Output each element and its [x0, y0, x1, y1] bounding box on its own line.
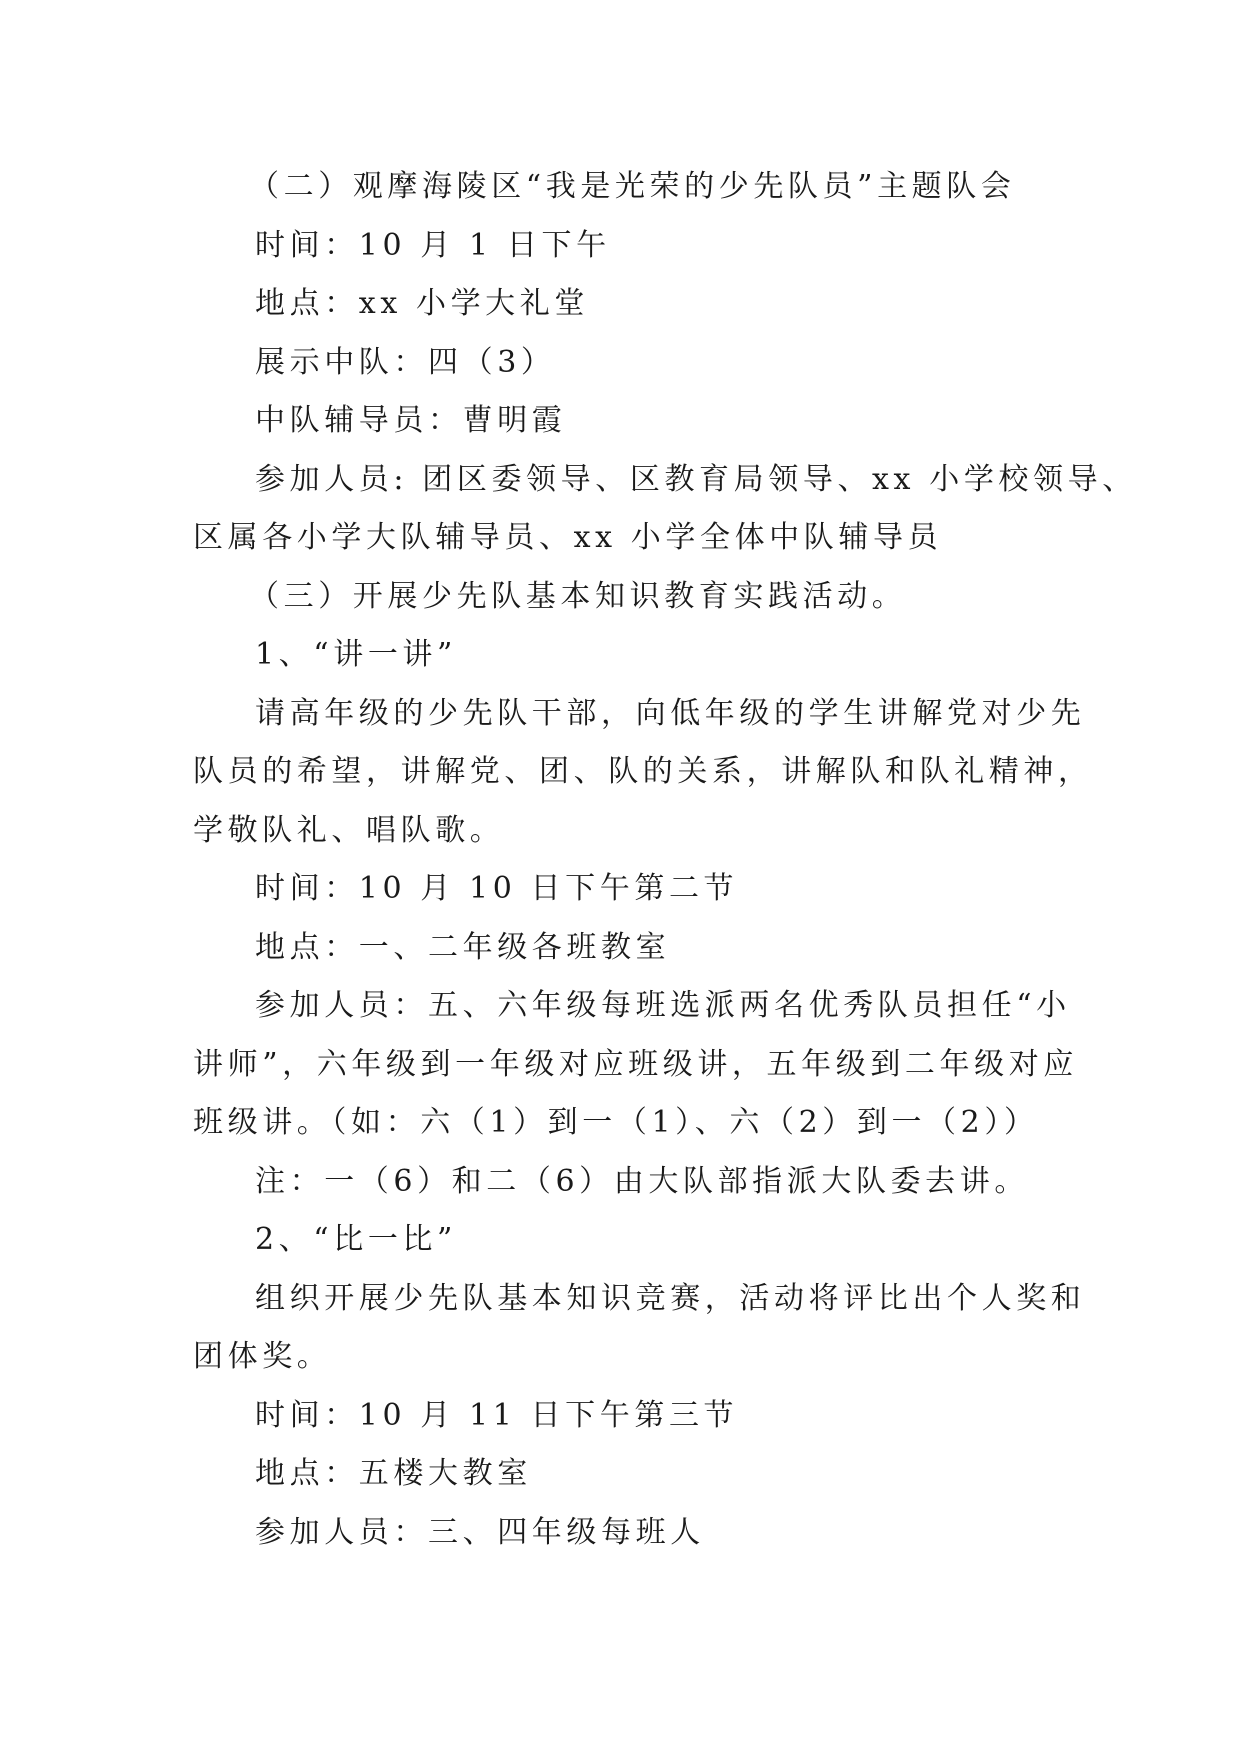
showcase-squadron-line: 展示中队：四（3）	[255, 344, 556, 380]
note-line: 注：一（6）和二（6）由大队部指派大队委去讲。	[255, 1163, 1029, 1199]
section-heading-2: （二）观摩海陵区“我是光荣的少先队员”主题队会	[249, 169, 1016, 204]
time-line: 时间：10 月 11 日下午第三节	[255, 1397, 739, 1433]
participants-line-continued: 讲师”，六年级到一年级对应班级讲，五年级到二年级对应	[193, 1046, 1078, 1082]
paragraph-line: 团体奖。	[193, 1339, 332, 1374]
participants-line: 参加人员：五、六年级每班选派两名优秀队员担任“小	[255, 988, 1071, 1023]
location-line: 地点：一、二年级各班教室	[255, 929, 671, 965]
paragraph-line: 请高年级的少先队干部，向低年级的学生讲解党对少先	[255, 695, 1086, 731]
location-line: 地点：五楼大教室	[255, 1456, 532, 1491]
participants-line-continued: 班级讲。（如：六（1）到一（1）、六（2）到一（2））	[193, 1105, 1039, 1140]
participants-line-continued: 区属各小学大队辅导员、xx 小学全体中队辅导员	[193, 520, 943, 555]
paragraph-line: 队员的希望，讲解党、团、队的关系，讲解队和队礼精神，	[193, 754, 1093, 789]
squadron-counselor-line: 中队辅导员：曹明霞	[255, 403, 567, 438]
time-line: 时间：10 月 10 日下午第二节	[255, 871, 739, 906]
participants-line: 参加人员: 团区委领导、区教育局领导、xx 小学校领导、	[255, 461, 1137, 497]
participants-line: 参加人员：三、四年级每班人	[255, 1514, 705, 1550]
document-body	[193, 158, 1137, 1562]
subsection-heading-2: 2、“比一比”	[255, 1222, 457, 1257]
paragraph-line: 组织开展少先队基本知识竞赛，活动将评比出个人奖和	[255, 1280, 1086, 1316]
subsection-heading-1: 1、“讲一讲”	[255, 637, 457, 672]
section-heading-3: （三）开展少先队基本知识教育实践活动。	[249, 578, 907, 614]
location-line: 地点：xx 小学大礼堂	[255, 286, 589, 321]
time-line: 时间：10 月 1 日下午	[255, 227, 611, 263]
paragraph-line: 学敬队礼、唱队歌。	[193, 812, 505, 848]
